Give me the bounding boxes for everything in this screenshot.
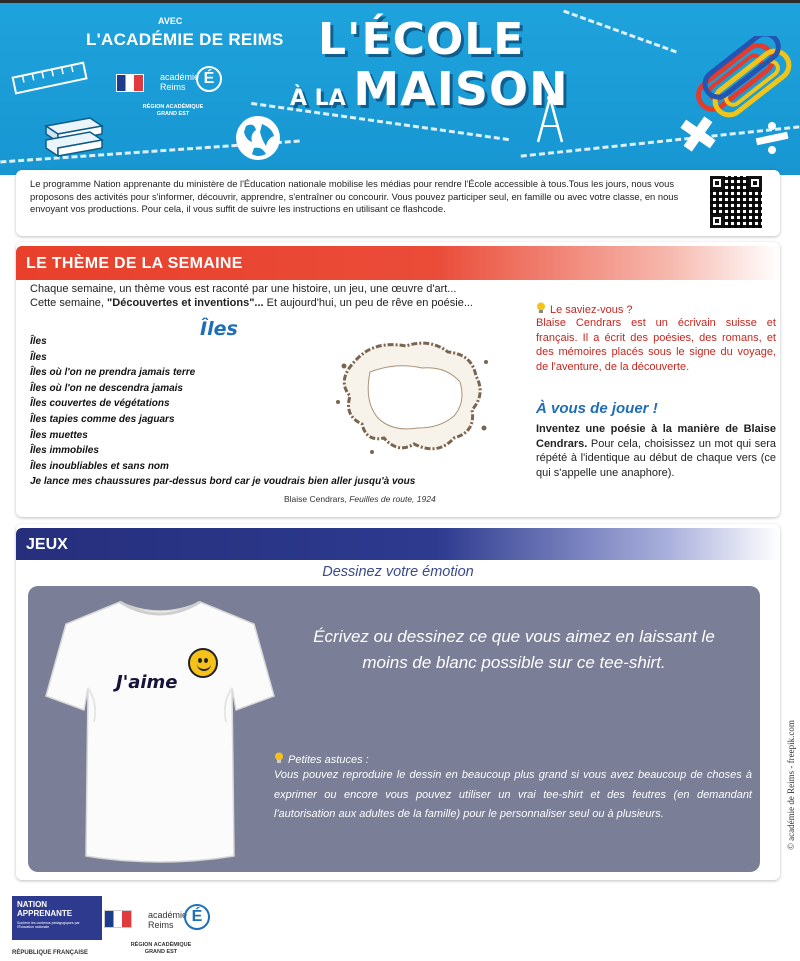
poem-last-line: Je lance mes chaussures par-dessus bord car je voudrais bien aller jusqu'à vous — [30, 476, 416, 487]
poem-line: Îles — [30, 351, 47, 363]
theme-section — [16, 242, 780, 517]
astuces-heading: Petites astuces : — [274, 752, 369, 766]
jeux-panel — [28, 586, 760, 872]
poem-line: Îles tapies comme des jaguars — [30, 413, 175, 425]
qr-corner — [710, 214, 724, 228]
globe-icon — [232, 112, 284, 164]
poem-line: Îles immobiles — [30, 445, 99, 457]
qr-corner — [710, 176, 724, 190]
saviez-heading: Le saviez-vous ? — [536, 302, 633, 316]
poem-credit: Blaise Cendrars, Feuilles de route, 1924 — [284, 494, 436, 504]
tshirt-text: J'aime — [116, 672, 178, 693]
poem-line: Îles muettes — [30, 429, 88, 441]
jeux-section — [16, 524, 780, 880]
jeux-header-band — [16, 528, 780, 560]
multiply-sign-icon — [676, 112, 720, 156]
books-icon — [40, 112, 110, 158]
top-border — [0, 0, 800, 3]
paperclips-icon — [688, 36, 800, 118]
republique-francaise-label: RÉPUBLIQUE FRANÇAISE — [12, 950, 89, 956]
theme-intro — [30, 282, 530, 310]
poem-line: Îles inoubliables et sans nom — [30, 460, 169, 472]
jeux-subtitle: Dessinez votre émotion — [322, 564, 474, 580]
qr-code-icon[interactable] — [710, 176, 762, 228]
theme-header-band — [16, 246, 780, 280]
poem-line: Îles — [30, 336, 47, 347]
logo-e-badge: É — [184, 904, 210, 930]
island-illustration — [326, 332, 496, 462]
smiley-mouth — [197, 663, 211, 671]
academie-title: L'ACADÉMIE DE REIMS — [86, 30, 284, 49]
theme-intro-line2: Cette semaine, "Découvertes et inventions"... Et aujourd'hui, un peu de rêve en poésie... — [30, 297, 473, 309]
astuces-body: Vous pouvez reproduire le dessin en beaucoup plus grand si vous avez beaucoup de choses à exprimer ou encore vous pouvez utiliser un vrai tee-shirt et des feutres (en demandant l'autorisation aux adultes de la famille) pour le personnaliser seul ou à plusieurs. — [274, 769, 752, 820]
jouer-body: Inventez une poésie à la manière de Blaise Cendrars. Pour cela, choisissez un mot qui sera répété à l'identique au début de chaque vers (ce qui s'appelle une anaphore). — [536, 423, 776, 479]
tshirt-illustration — [42, 592, 278, 868]
logo-academie-text: académie Reims — [148, 910, 188, 930]
logo-academie-text: académie Reims — [160, 72, 200, 92]
jeux-heading: JEUX — [26, 536, 68, 553]
poem-line: Îles couvertes de végétations — [30, 398, 170, 410]
nation-apprenante-logo: NATION APPRENANTE Soutenir les contenus pédagogiques par l'Éducation nationale — [12, 896, 102, 940]
logo-e-badge: É — [196, 66, 222, 92]
side-credit: © académie de Reims - freepik.com — [786, 720, 796, 850]
jouer-heading: À vous de jouer ! — [536, 400, 658, 417]
theme-intro-line1: Chaque semaine, un thème vous est raconté par une histoire, un jeu, une œuvre d'art... — [30, 283, 457, 295]
french-flag-icon — [116, 74, 144, 92]
intro-box — [16, 170, 780, 236]
logo-region-text: RÉGION ACADÉMIQUE GRAND EST — [130, 942, 192, 955]
academie-logo — [116, 64, 236, 116]
main-title-line2: À LA MAISON — [290, 62, 569, 116]
activity-instruction: Écrivez ou dessinez ce que vous aimez en laissant le moins de blanc possible sur ce tee-shirt. — [313, 627, 715, 672]
divide-sign-icon — [750, 118, 794, 158]
theme-heading: LE THÈME DE LA SEMAINE — [26, 255, 243, 272]
qr-corner — [748, 176, 762, 190]
footer-academie-logo — [104, 902, 214, 955]
lightbulb-icon — [536, 302, 546, 314]
avec-label: AVEC — [158, 16, 183, 26]
main-title-line1: L'ÉCOLE — [318, 14, 525, 65]
header-banner — [0, 0, 800, 175]
footer — [0, 884, 800, 961]
smiley-icon — [188, 648, 218, 678]
french-flag-icon — [104, 910, 132, 928]
poem-line: Îles où l'on ne prendra jamais terre — [30, 367, 196, 379]
ruler-icon — [10, 60, 90, 100]
dashed-path-decoration — [563, 10, 677, 54]
saviez-body: Blaise Cendrars est un écrivain suisse et français. Il a écrit des poésies, des romans, et des mémoires placés sous le signe du voyage, de l'aventure, de la découverte. — [536, 317, 776, 373]
poem-title: Îles — [200, 318, 238, 340]
lightbulb-icon — [274, 752, 284, 764]
poem-line: Îles où l'on ne descendra jamais — [30, 382, 183, 394]
intro-text: Le programme Nation apprenante du ministère de l'Éducation nationale mobilise les médias pour rendre l'École accessible à tous.Tous les jours, nous vous proposons des activités pour s'informer, découvrir, apprendre, s'entraîner ou concourir. Vous pouvez participer seul, en famille ou avec votre classe, en nous envoyant vos productions. Pour cela, il vous suffit de suivre les instructions en utilisant ce flashcode. — [30, 178, 679, 214]
logo-region-text: RÉGION ACADÉMIQUE GRAND EST — [142, 104, 204, 117]
